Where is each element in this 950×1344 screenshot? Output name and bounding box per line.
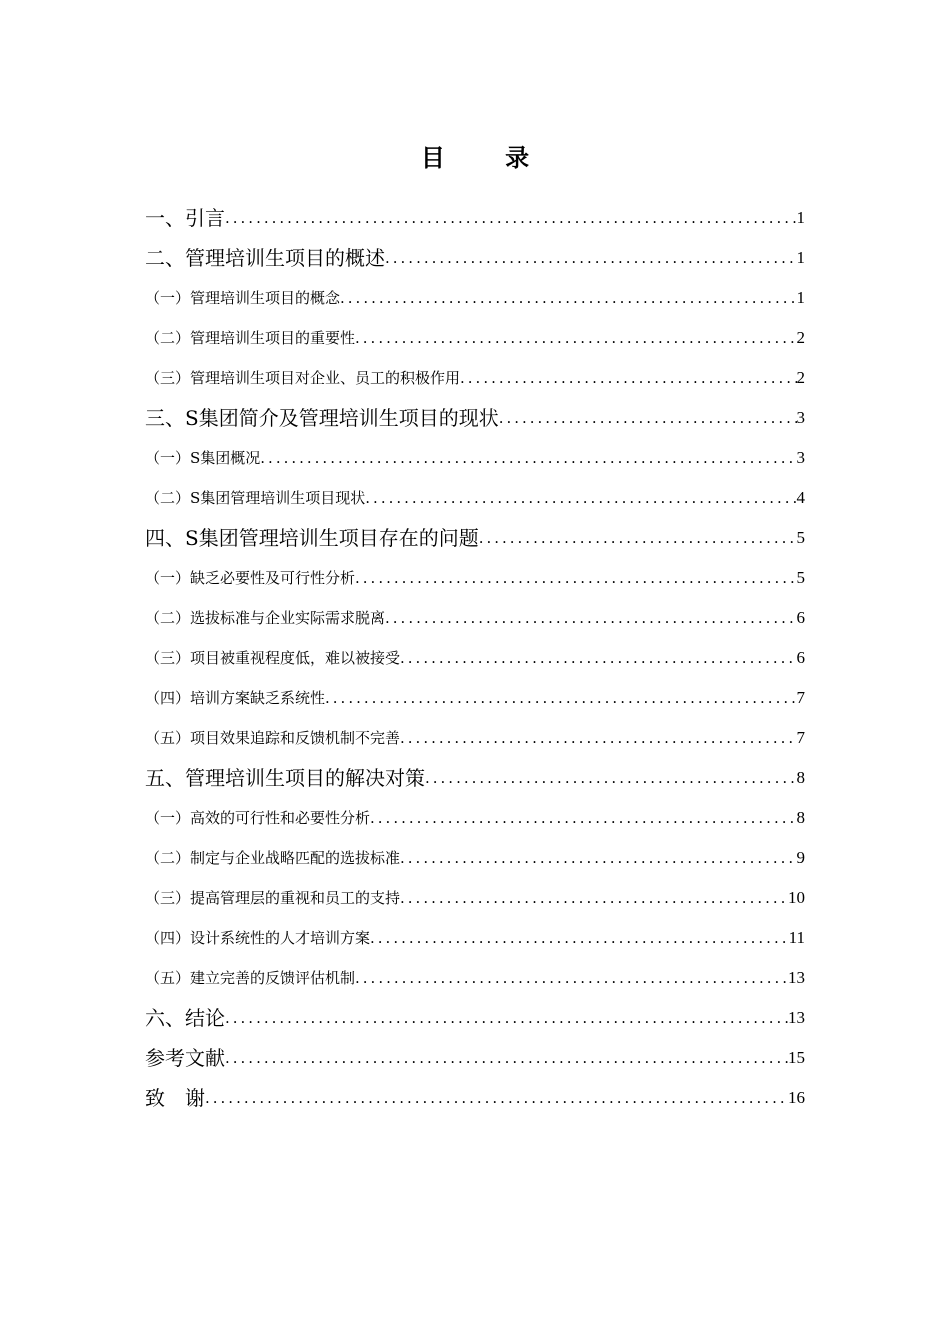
toc-entry-label: 六、结论: [145, 1006, 225, 1030]
toc-entry-label: 致 谢: [145, 1086, 205, 1110]
toc-entry-label: （三）管理培训生项目对企业、员工的积极作用: [145, 369, 461, 387]
toc-entry[interactable]: [145, 998, 805, 1038]
toc-entry[interactable]: [145, 1078, 805, 1118]
toc-entry[interactable]: [145, 758, 805, 798]
dot-leader: [225, 1038, 788, 1078]
toc-page-number: 10: [788, 888, 805, 907]
toc-page-number: 1: [796, 248, 805, 267]
toc-entry[interactable]: [145, 238, 805, 278]
toc-page-number: 7: [796, 688, 805, 707]
toc-entry[interactable]: [145, 358, 805, 398]
toc-entry[interactable]: [145, 678, 805, 718]
toc-entry-label: （三）提高管理层的重视和员工的支持: [145, 889, 401, 907]
dot-leader: [225, 998, 788, 1038]
toc-page-number: 2: [796, 368, 805, 387]
toc-entry[interactable]: [145, 318, 805, 358]
toc-entry[interactable]: [145, 918, 805, 958]
toc-entry-label: 一、引言: [145, 206, 225, 230]
toc-entry-label: （五）项目效果追踪和反馈机制不完善: [145, 729, 401, 747]
toc-page-number: 11: [788, 928, 805, 947]
dot-leader: [460, 358, 796, 398]
toc-entry[interactable]: [145, 798, 805, 838]
toc-entry[interactable]: [145, 718, 805, 758]
toc-entry-label: 四、S集团管理培训生项目存在的问题: [145, 526, 479, 550]
dot-leader: [370, 798, 796, 838]
toc-entry[interactable]: [145, 598, 805, 638]
toc-entry[interactable]: [145, 198, 805, 238]
toc-page-number: 5: [796, 528, 805, 547]
toc-entry-label: （二）制定与企业战略匹配的选拔标准: [145, 849, 401, 867]
dot-leader: [370, 918, 789, 958]
dot-leader: [365, 478, 796, 518]
toc-entry-label: （一）管理培训生项目的概念: [145, 289, 341, 307]
toc-entry[interactable]: [145, 558, 805, 598]
toc-page-number: 13: [788, 968, 805, 987]
toc-page-number: 13: [788, 1008, 805, 1027]
toc-entry[interactable]: [145, 838, 805, 878]
dot-leader: [340, 278, 796, 318]
toc-page-number: 5: [796, 568, 805, 587]
toc-entry-label: （五）建立完善的反馈评估机制: [145, 969, 356, 987]
toc-entry-label: （二）选拔标准与企业实际需求脱离: [145, 609, 386, 627]
toc-page-number: 9: [796, 848, 805, 867]
toc-entry[interactable]: [145, 958, 805, 998]
toc-page-number: 3: [796, 408, 805, 427]
dot-leader: [400, 638, 796, 678]
toc-entry-label: （一）高效的可行性和必要性分析: [145, 809, 371, 827]
toc-entry-label: （一）缺乏必要性及可行性分析: [145, 569, 356, 587]
toc-page-number: 7: [796, 728, 805, 747]
dot-leader: [325, 678, 796, 718]
dot-leader: [400, 878, 788, 918]
toc-page-number: 2: [796, 328, 805, 347]
dot-leader: [205, 1078, 788, 1118]
toc-entry[interactable]: [145, 638, 805, 678]
page-title: 目 录: [420, 144, 556, 172]
toc-entry[interactable]: [145, 438, 805, 478]
dot-leader: [385, 598, 796, 638]
dot-leader: [225, 198, 797, 238]
toc-entry-label: （四）培训方案缺乏系统性: [145, 689, 326, 707]
toc-page-number: 8: [796, 768, 805, 787]
toc-entry[interactable]: [145, 1038, 805, 1078]
toc-entry[interactable]: [145, 278, 805, 318]
toc-entry-label: （二）管理培训生项目的重要性: [145, 329, 356, 347]
toc-page-number: 1: [796, 288, 805, 307]
toc-entry-label: （一）S集团概况: [145, 449, 261, 467]
table-of-contents: [145, 198, 805, 1118]
toc-entry-label: （二）S集团管理培训生项目现状: [145, 489, 366, 507]
toc-entry-label: 三、S集团简介及管理培训生项目的现状: [145, 406, 499, 430]
toc-entry-label: （三）项目被重视程度低，难以被接受: [145, 649, 401, 667]
toc-entry-label: 二、管理培训生项目的概述: [145, 246, 385, 270]
toc-page-number: 8: [796, 808, 805, 827]
dot-leader: [260, 438, 796, 478]
dot-leader: [425, 758, 797, 798]
dot-leader: [479, 518, 797, 558]
dot-leader: [355, 558, 796, 598]
toc-page-number: 15: [788, 1048, 805, 1067]
dot-leader: [400, 838, 796, 878]
dot-leader: [499, 398, 797, 438]
dot-leader: [355, 318, 796, 358]
dot-leader: [355, 958, 788, 998]
dot-leader: [400, 718, 796, 758]
toc-page-number: 1: [796, 208, 805, 227]
toc-page-number: 6: [796, 648, 805, 667]
dot-leader: [385, 238, 797, 278]
toc-entry-label: （四）设计系统性的人才培训方案: [145, 929, 371, 947]
toc-entry[interactable]: [145, 518, 805, 558]
toc-entry[interactable]: [145, 398, 805, 438]
toc-entry[interactable]: [145, 478, 805, 518]
toc-page-number: 3: [796, 448, 805, 467]
toc-page-number: 6: [796, 608, 805, 627]
toc-page-number: 4: [796, 488, 805, 507]
toc-entry-label: 五、管理培训生项目的解决对策: [145, 766, 425, 790]
toc-entry-label: 参考文献: [145, 1046, 225, 1070]
toc-entry[interactable]: [145, 878, 805, 918]
toc-page-number: 16: [788, 1088, 805, 1107]
